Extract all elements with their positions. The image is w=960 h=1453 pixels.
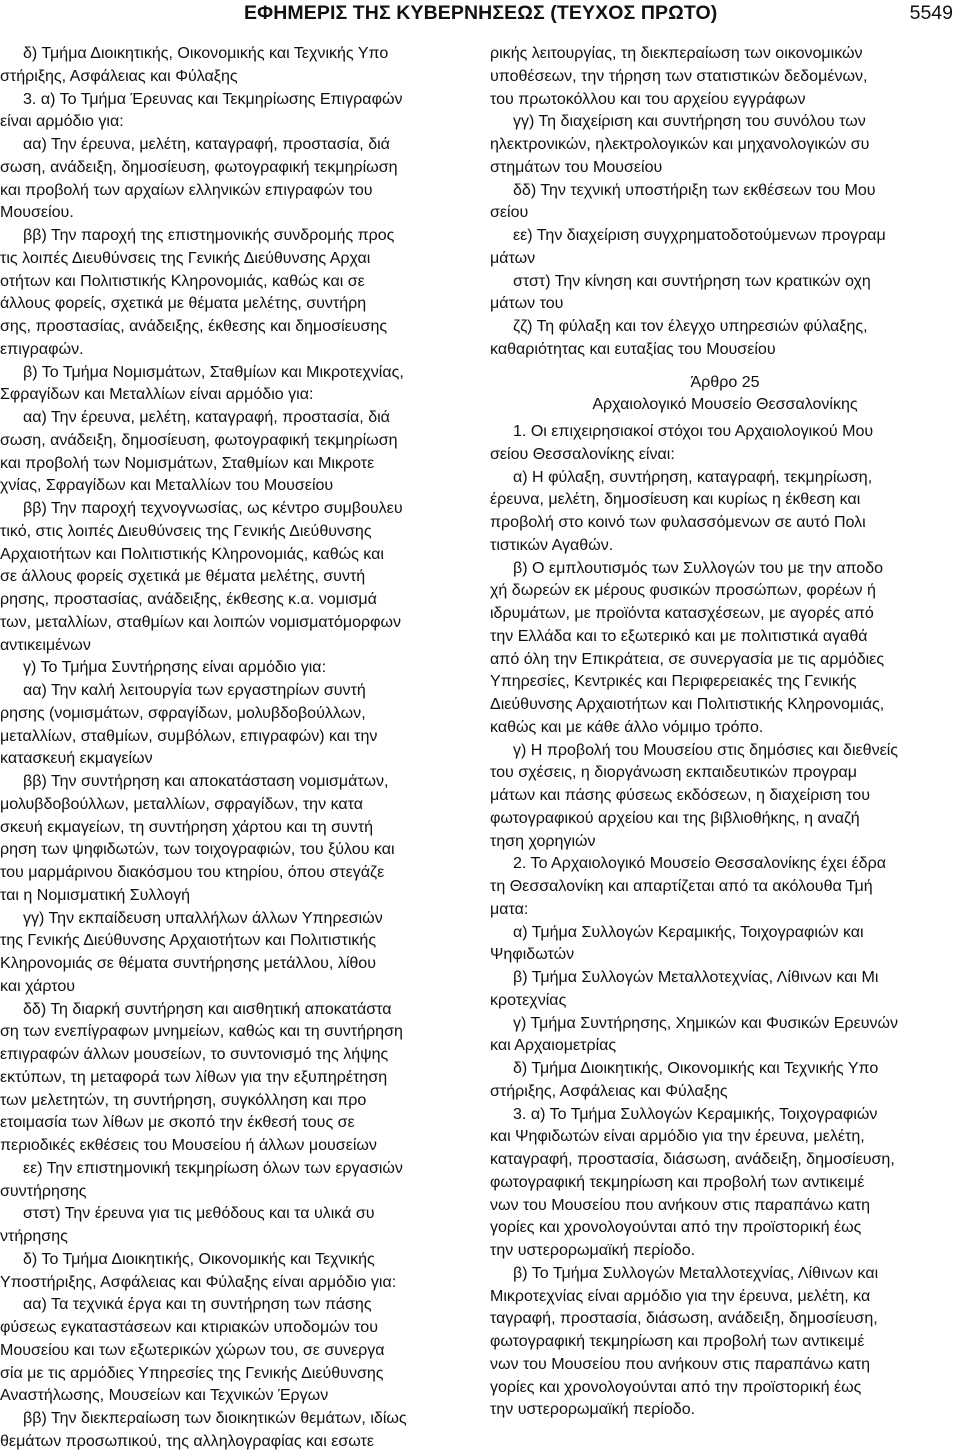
text-line: αα) Την έρευνα, μελέτη, καταγραφή, προστασία, διά bbox=[23, 135, 390, 153]
text-line: ββ) Την συντήρηση και αποκατάσταση νομισμάτων, bbox=[23, 772, 389, 790]
text-line: έρευνα, μελέτη, δημοσίευση και κυρίως η έκθεση και bbox=[490, 490, 861, 509]
text-line: σωση, ανάδειξη, δημοσίευση, φωτογραφική τεκμηρίωση bbox=[0, 157, 398, 176]
text-line: οτήτων και Πολιτιστικής Κληρονομιάς, καθώς και σε bbox=[0, 271, 365, 290]
text-line: την Ελλάδα και το εξωτερικό και με πολιτιστικά αγαθά bbox=[490, 626, 868, 645]
text-line: α) Τμήμα Συλλογών Κεραμικής, Τοιχογραφιών και bbox=[513, 922, 864, 941]
text-line: 2. Το Αρχαιολογικό Μουσείο Θεσσαλονίκης έχει έδρα bbox=[513, 854, 886, 873]
text-line: δ) Το Τμήμα Διοικητικής, Οικονομικής και Τεχνικής bbox=[23, 1249, 375, 1268]
text-line: υποθέσεων, την τήρηση των στατιστικών δεδομένων, bbox=[490, 66, 868, 85]
text-line: γγ) Τη διαχείριση και συντήρηση του συνόλου των bbox=[513, 112, 866, 131]
text-line: ται η Νομισματική Συλλογή bbox=[0, 885, 191, 904]
text-line: την υστερορωμαϊκή περίοδο. bbox=[490, 1400, 696, 1419]
text-line: Ψηφιδωτών bbox=[490, 945, 575, 964]
text-line: δδ) Τη διαρκή συντήρηση και αισθητική αποκατάστα bbox=[23, 999, 392, 1018]
text-line: χή δωρεών εκ μέρους φυσικών προσώπων, φορέων ή bbox=[490, 581, 876, 600]
text-line: Άρθρο 25 bbox=[690, 372, 760, 391]
text-line: ββ) Την διεκπεραίωση των διοικητικών θεμάτων, ιδίως bbox=[23, 1409, 407, 1427]
text-line: γ) Η προβολή του Μουσείου στις δημόσιες και διεθνείς bbox=[513, 740, 899, 759]
text-line: σης, προστασίας, ανάδειξης, έκθεσης και δημοσίευσης bbox=[0, 317, 388, 335]
text-line: φωτογραφική τεκμηρίωση και προβολή των αντικειμέ bbox=[490, 1172, 865, 1191]
text-line: αα) Την καλή λειτουργία των εργαστηρίων συντή bbox=[23, 681, 366, 699]
text-line: ετοιμασία των λίθων με σκοπό την έκθεσή τους σε bbox=[0, 1113, 355, 1132]
text-line: σείου Θεσσαλονίκης είναι: bbox=[490, 444, 675, 463]
text-line: μάτων και πάσης φύσεως εκδόσεων, η διαχείριση του bbox=[490, 786, 870, 804]
text-line: μάτων του bbox=[490, 294, 564, 313]
text-line: είναι αρμόδιο για: bbox=[0, 112, 124, 131]
right-column bbox=[490, 42, 960, 1423]
text-line: γ) Τμήμα Συντήρησης, Χημικών και Φυσικών Ερευνών bbox=[513, 1013, 899, 1032]
text-line: και προβολή των Νομισμάτων, Σταθμίων και Μικροτε bbox=[0, 453, 375, 472]
text-line: 1. Οι επιχειρησιακοί στόχοι του Αρχαιολογικού Μου bbox=[513, 422, 874, 440]
text-line: περιοδικές εκθέσεις του Μουσείου ή άλλων μουσείων bbox=[0, 1136, 377, 1154]
text-line: γγ) Την εκπαίδευση υπαλλήλων άλλων Υπηρεσιών bbox=[23, 908, 383, 927]
text-line: κατασκευή εκμαγείων bbox=[0, 749, 153, 768]
text-line: του μαρμάρινου διακόσμου του κτηρίου, όπου στεγάζε bbox=[0, 863, 385, 881]
text-line: μεταλλίων, σταθμίων, συμβόλων, επιγραφών) και την bbox=[0, 726, 378, 745]
text-line: τιστικών Αγαθών. bbox=[490, 535, 614, 554]
text-line: Υποστήριξης, Ασφάλειας και Φύλαξης είναι αρμόδιο για: bbox=[0, 1272, 397, 1291]
text-line: στήριξης, Ασφάλειας και Φύλαξης bbox=[0, 66, 238, 85]
text-line: μάτων bbox=[490, 248, 536, 267]
text-line: φύσεως εγκαταστάσεων και κτιριακών υποδομών του bbox=[0, 1318, 378, 1336]
text-line: 3. α) Το Τμήμα Συλλογών Κεραμικής, Τοιχογραφιών bbox=[513, 1104, 878, 1123]
text-line: τικό, στις λοιπές Διευθύνσεις της Γενικής Διεύθυνσης bbox=[0, 521, 372, 540]
text-line: αα) Τα τεχνικά έργα και τη συντήρηση των πάσης bbox=[23, 1295, 372, 1314]
text-line: αα) Την έρευνα, μελέτη, καταγραφή, προστασία, διά bbox=[23, 408, 390, 426]
text-line: β) Ο εμπλουτισμός των Συλλογών του με την αποδο bbox=[513, 558, 884, 577]
text-line: γ) Το Τμήμα Συντήρησης είναι αρμόδιο για: bbox=[23, 658, 327, 677]
text-line: δ) Τμήμα Διοικητικής, Οικονομικής και Τεχνικής Υπο bbox=[23, 44, 389, 62]
text-line: νων του Μουσείου που ανήκουν στις παραπάνω κατη bbox=[490, 1354, 871, 1373]
text-line: γορίες και χρονολογούνται από την προϊστορική έως bbox=[490, 1377, 862, 1396]
text-line: στημάτων του Μουσείου bbox=[490, 157, 663, 176]
text-line: Μουσείου. bbox=[0, 203, 74, 222]
text-line: καθαριότητας και ευταξίας του Μουσείου bbox=[490, 339, 776, 358]
text-line: καθώς και με κάθε άλλο νόμιμο τρόπο. bbox=[490, 717, 764, 736]
text-line: ματα: bbox=[490, 899, 529, 918]
text-line: επιγραφών άλλων μουσείων, το συντονισμό της λήψης bbox=[0, 1045, 389, 1063]
text-line: εε) Την διαχείριση συγχρηματοδοτούμενων προγραμ bbox=[513, 226, 886, 244]
text-line: Σφραγίδων και Μεταλλίων είναι αρμόδιο για: bbox=[0, 385, 314, 404]
text-line: των μελετητών, τη συντήρηση, συγκόλληση και προ bbox=[0, 1090, 367, 1109]
text-line: της Γενικής Διεύθυνσης Αρχαιοτήτων και Πολιτιστικής bbox=[0, 931, 377, 950]
page-number: 5549 bbox=[909, 2, 953, 24]
text-line: σε άλλους φορείς σχετικά με θέματα μελέτης, συντή bbox=[0, 567, 366, 586]
text-line: τηση χορηγιών bbox=[490, 831, 596, 850]
text-line: συντήρησης bbox=[0, 1181, 87, 1200]
text-line: μολυβδοβούλλων, μεταλλίων, σφραγίδων, την κατα bbox=[0, 794, 364, 813]
text-line: από όλη την Επικράτεια, σε συνεργασία με τις αρμόδιες bbox=[490, 649, 885, 668]
text-line: των, μεταλλίων, σταθμίων και λοιπών νομισματόμορφων bbox=[0, 612, 402, 631]
text-line: δδ) Την τεχνική υποστήριξη των εκθέσεων του Μου bbox=[513, 180, 876, 199]
text-line: φωτογραφική τεκμηρίωση και προβολή των αντικειμέ bbox=[490, 1332, 865, 1350]
text-line: Μουσείου και των εξωτερικών χώρων του, σε συνεργα bbox=[0, 1340, 385, 1359]
gazette-title: ΕΦΗΜΕΡΙΣ ΤΗΣ ΚΥΒΕΡΝΗΣΕΩΣ (ΤΕΥΧΟΣ ΠΡΩΤΟ) bbox=[244, 2, 718, 24]
text-line: β) Το Τμήμα Νομισμάτων, Σταθμίων και Μικροτεχνίας, bbox=[23, 362, 404, 381]
text-line: και Ψηφιδωτών είναι αρμόδιο για την έρευνα, μελέτη, bbox=[490, 1127, 865, 1146]
text-line: Αρχαιοτήτων και Πολιτιστικής Κληρονομιάς, καθώς και bbox=[0, 544, 384, 563]
text-line: ββ) Την παροχή της επιστημονικής συνδρομής προς bbox=[23, 226, 395, 244]
text-line: Αρχαιολογικό Μουσείο Θεσσαλονίκης bbox=[592, 395, 858, 414]
text-line: τις λοιπές Διευθύνσεις της Γενικής Διεύθυνσης Αρχαι bbox=[0, 248, 371, 267]
text-line: άλλους φορείς, σχετικά με θέματα μελέτης, συντήρη bbox=[0, 294, 367, 313]
text-line: γορίες και χρονολογούνται από την προϊστορική έως bbox=[490, 1218, 862, 1237]
page-header bbox=[0, 0, 960, 32]
text-line: σωση, ανάδειξη, δημοσίευση, φωτογραφική τεκμηρίωση bbox=[0, 430, 398, 449]
text-line: ντήρησης bbox=[0, 1227, 68, 1245]
text-line: ση των ενεπίγραφων μνημείων, καθώς και τη συντήρηση bbox=[0, 1022, 403, 1041]
text-line: σία με τις αρμόδιες Υπηρεσίες της Γενικής Διεύθυνσης bbox=[0, 1363, 384, 1382]
text-line: θεμάτων προσωπικού, της αλληλογραφίας και εσωτε bbox=[0, 1431, 375, 1450]
text-line: του σχέσεις, η διοργάνωση εκπαιδευτικών προγραμ bbox=[490, 763, 858, 782]
text-line: καταγραφή, προστασία, διάσωση, ανάδειξη, δημοσίευση, bbox=[490, 1150, 895, 1168]
text-line: στήριξης, Ασφάλειας και Φύλαξης bbox=[490, 1081, 728, 1100]
text-line: ρηση των ψηφιδωτών, των τοιχογραφιών, του ξύλου και bbox=[0, 840, 395, 859]
text-line: ιδρυμάτων, με προϊόντα κατασχέσεων, με αγορές από bbox=[490, 604, 874, 622]
text-line: ρικής λειτουργίας, τη διεκπεραίωση των οικονομικών bbox=[490, 44, 863, 62]
text-line: Κληρονομιάς σε θέματα συντήρησης μετάλλου, λίθου bbox=[0, 954, 376, 972]
text-line: ββ) Την παροχή τεχνογνωσίας, ως κέντρο συμβουλευ bbox=[23, 499, 403, 517]
text-line: Υπηρεσίες, Κεντρικές και Περιφερειακές της Γενικής bbox=[490, 672, 857, 691]
text-line: ρησης, προστασίας, ανάδειξης, έκθεσης κ.α. νομισμά bbox=[0, 590, 377, 608]
text-line: Μικροτεχνίας είναι αρμόδιο για την έρευνα, μελέτη, κα bbox=[490, 1286, 871, 1305]
text-line: του πρωτοκόλλου και του αρχείου εγγράφων bbox=[490, 89, 806, 108]
text-line: στστ) Την κίνηση και συντήρηση των κρατικών οχη bbox=[513, 271, 871, 290]
text-line: χνίας, Σφραγίδων και Μεταλλίων του Μουσείου bbox=[0, 476, 334, 495]
text-line: ρησης (νομισμάτων, σφραγίδων, μολυβδοβούλλων, bbox=[0, 703, 366, 722]
text-line: α) Η φύλαξη, συντήρηση, καταγραφή, τεκμηρίωση, bbox=[513, 467, 873, 486]
text-line: εε) Την επιστημονική τεκμηρίωση όλων των εργασιών bbox=[23, 1158, 403, 1177]
text-line: τη Θεσσαλονίκη και απαρτίζεται από τα ακόλουθα Τμή bbox=[490, 877, 873, 895]
text-line: και χάρτου bbox=[0, 976, 76, 995]
text-line: ζζ) Τη φύλαξη και τον έλεγχο υπηρεσιών φύλαξης, bbox=[513, 317, 868, 335]
text-line: β) Τμήμα Συλλογών Μεταλλοτεχνίας, Λίθινων και Μι bbox=[513, 968, 879, 986]
text-line: δ) Τμήμα Διοικητικής, Οικονομικής και Τεχνικής Υπο bbox=[513, 1059, 879, 1077]
text-line: ηλεκτρονικών, ηλεκτρολογικών και μηχανολογικών συ bbox=[490, 135, 870, 153]
text-line: ταγραφή, προστασία, διάσωση, ανάδειξη, δημοσίευση, bbox=[490, 1309, 878, 1328]
text-line: νων του Μουσείου που ανήκουν στις παραπάνω κατη bbox=[490, 1195, 871, 1214]
text-line: και προβολή των αρχαίων ελληνικών επιγραφών του bbox=[0, 180, 373, 199]
text-line: φωτογραφικού αρχείου και της βιβλιοθήκης, η αναζή bbox=[490, 808, 860, 827]
text-line: την υστερορωμαϊκή περίοδο. bbox=[490, 1241, 696, 1259]
text-line: επιγραφών. bbox=[0, 339, 84, 358]
text-line: κροτεχνίας bbox=[490, 990, 567, 1009]
text-line: προβολή στο κοινό των φυλασσόμενων σε αυτό Πολι bbox=[490, 513, 866, 531]
text-line: αντικειμένων bbox=[0, 635, 91, 654]
text-line: σείου bbox=[490, 203, 529, 222]
text-line: εκτύπων, τη μεταφορά των λίθων για την εξυπηρέτηση bbox=[0, 1067, 388, 1086]
text-line: Διεύθυνσης Αρχαιοτήτων και Πολιτιστικής Κληρονομιάς, bbox=[490, 695, 885, 713]
left-column bbox=[0, 42, 468, 1450]
text-line: β) Το Τμήμα Συλλογών Μεταλλοτεχνίας, Λίθινων και bbox=[513, 1263, 879, 1282]
text-line: και Αρχαιομετρίας bbox=[490, 1036, 617, 1055]
text-line: στστ) Την έρευνα για τις μεθόδους και τα υλικά συ bbox=[23, 1204, 375, 1223]
text-line: 3. α) Το Τμήμα Έρευνας και Τεκμηρίωσης Επιγραφών bbox=[23, 89, 403, 108]
text-line: Αναστήλωσης, Μουσείων και Τεχνικών Έργων bbox=[0, 1386, 329, 1405]
text-line: σκευή εκμαγείων, τη συντήρηση χάρτου και τη συντή bbox=[0, 817, 374, 836]
